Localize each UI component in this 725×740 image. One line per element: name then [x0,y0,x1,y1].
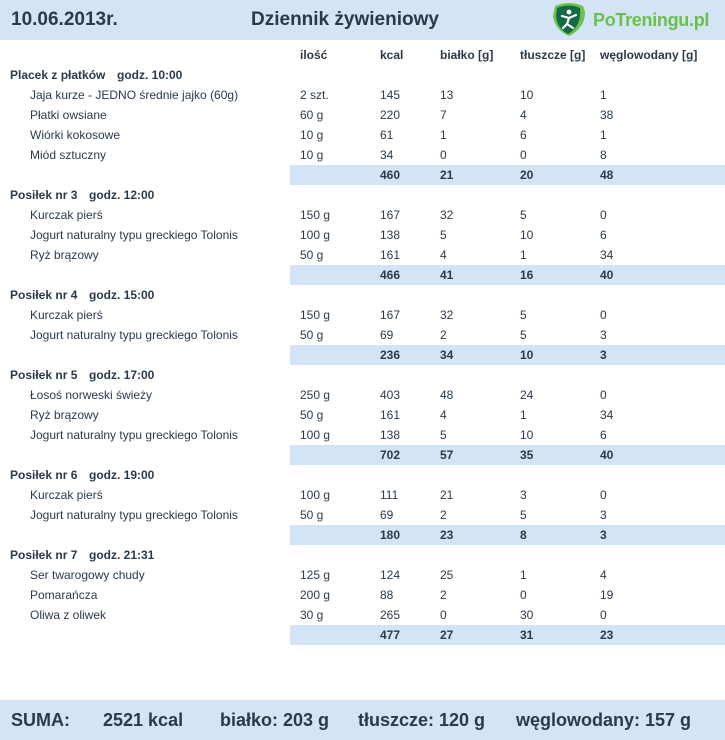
food-carbs: 0 [600,388,607,402]
total-band [290,345,725,365]
food-fat: 1 [520,248,527,262]
food-fat: 30 [520,608,534,622]
food-carbs: 1 [600,88,607,102]
logo[interactable] [549,2,709,38]
food-name: Oliwa z oliwek [30,608,107,622]
table-row [0,205,725,225]
meal-header [0,465,725,485]
food-fat: 10 [520,228,534,242]
total-protein: 27 [440,628,454,642]
food-carbs: 8 [600,148,607,162]
food-fat: 5 [520,328,527,342]
meal-time: godz. 12:00 [89,188,155,202]
food-quantity: 125 g [300,568,331,582]
total-protein: 23 [440,528,454,542]
total-fat: 20 [520,168,534,182]
meal-time: godz. 15:00 [89,288,155,302]
food-name: Jogurt naturalny typu greckiego Tolonis [30,228,238,242]
food-protein: 1 [440,128,447,142]
food-quantity: 50 g [300,328,324,342]
food-fat: 10 [520,88,534,102]
food-quantity: 50 g [300,408,324,422]
food-kcal: 167 [380,308,401,322]
meal-name: Posiłek nr 4 [10,288,78,302]
food-kcal: 145 [380,88,401,102]
food-quantity: 10 g [300,128,324,142]
total-kcal: 466 [380,268,401,282]
meal-name: Posiłek nr 7 [10,548,78,562]
total-kcal: 477 [380,628,401,642]
food-name: Jogurt naturalny typu greckiego Tolonis [30,508,238,522]
food-protein: 13 [440,88,454,102]
meal-name: Posiłek nr 3 [10,188,78,202]
meal-name: Posiłek nr 6 [10,468,78,482]
meal-total-row [0,525,725,545]
food-protein: 2 [440,588,447,602]
food-kcal: 69 [380,508,394,522]
food-quantity: 50 g [300,248,324,262]
total-fat: 8 [520,528,527,542]
food-protein: 5 [440,428,447,442]
column-headers [0,45,725,65]
food-carbs: 19 [600,588,614,602]
food-quantity: 50 g [300,508,324,522]
column-header-protein: białko [g] [440,48,494,62]
food-quantity: 150 g [300,208,331,222]
summary-carbs: węglowodany: 157 g [516,710,692,730]
food-carbs: 3 [600,328,607,342]
food-kcal: 69 [380,328,394,342]
meal-total-row [0,345,725,365]
header-bar [0,0,725,40]
table-row [0,105,725,125]
food-quantity: 100 g [300,488,331,502]
total-band [290,625,725,645]
table-row [0,585,725,605]
food-kcal: 161 [380,408,401,422]
food-kcal: 138 [380,428,401,442]
food-fat: 4 [520,108,527,122]
food-fat: 24 [520,388,534,402]
food-name: Jogurt naturalny typu greckiego Tolonis [30,428,238,442]
logo-text: PoTreningu.pl [593,9,710,30]
food-name: Kurczak pierś [30,488,103,502]
food-carbs: 0 [600,208,607,222]
meal-total-row [0,265,725,285]
food-fat: 1 [520,408,527,422]
table-row [0,405,725,425]
food-kcal: 265 [380,608,401,622]
meal-header [0,65,725,85]
table-row [0,485,725,505]
meal-name: Placek z płatków [10,68,106,82]
food-protein: 4 [440,408,447,422]
total-kcal: 180 [380,528,401,542]
table-row [0,305,725,325]
food-quantity: 150 g [300,308,331,322]
food-quantity: 30 g [300,608,324,622]
table-row [0,125,725,145]
food-protein: 0 [440,148,447,162]
food-name: Łosoś norweski świeży [30,388,153,402]
food-quantity: 60 g [300,108,324,122]
total-fat: 31 [520,628,534,642]
food-fat: 5 [520,308,527,322]
food-protein: 2 [440,328,447,342]
food-name: Ryż brązowy [30,408,99,422]
food-quantity: 2 szt. [300,88,329,102]
summary-protein: białko: 203 g [220,710,330,730]
column-header-fat: tłuszcze [g] [520,48,586,62]
total-band [290,265,725,285]
total-band [290,165,725,185]
food-fat: 5 [520,508,527,522]
food-kcal: 124 [380,568,401,582]
food-kcal: 161 [380,248,401,262]
table-row [0,85,725,105]
meal-header [0,365,725,385]
food-name: Kurczak pierś [30,208,103,222]
food-name: Pomarańcza [30,588,98,602]
total-fat: 35 [520,448,534,462]
food-fat: 0 [520,588,527,602]
table-row [0,245,725,265]
food-name: Miód sztuczny [30,148,107,162]
diary-date: 10.06.2013r. [11,9,118,30]
food-carbs: 4 [600,568,607,582]
column-header-quantity: ilość [300,48,328,62]
food-kcal: 111 [380,488,399,502]
food-name: Ryż brązowy [30,248,99,262]
logo-shield-icon [549,2,589,38]
meal-time: godz. 17:00 [89,368,155,382]
table-row [0,145,725,165]
food-kcal: 34 [380,148,394,162]
food-kcal: 220 [380,108,401,122]
food-name: Jogurt naturalny typu greckiego Tolonis [30,328,238,342]
meal-name: Posiłek nr 5 [10,368,78,382]
food-kcal: 138 [380,228,401,242]
food-quantity: 100 g [300,428,331,442]
table-row [0,505,725,525]
meal-header [0,185,725,205]
food-protein: 5 [440,228,447,242]
food-carbs: 0 [600,488,607,502]
total-protein: 57 [440,448,454,462]
meal-total-row [0,165,725,185]
food-fat: 1 [520,568,527,582]
total-kcal: 236 [380,348,401,362]
table-row [0,385,725,405]
food-carbs: 0 [600,308,607,322]
column-header-kcal: kcal [380,48,404,62]
food-diary-table [0,45,725,645]
total-carbs: 48 [600,168,614,182]
total-protein: 41 [440,268,454,282]
summary-kcal: 2521 kcal [103,710,184,730]
total-protein: 34 [440,348,454,362]
food-kcal: 88 [380,588,394,602]
total-fat: 16 [520,268,534,282]
summary-bar [0,700,725,740]
food-fat: 6 [520,128,527,142]
summary-fat: tłuszcze: 120 g [358,710,486,730]
meal-total-row [0,625,725,645]
food-carbs: 0 [600,608,607,622]
food-quantity: 200 g [300,588,331,602]
food-carbs: 3 [600,508,607,522]
total-kcal: 460 [380,168,401,182]
food-protein: 7 [440,108,447,122]
food-kcal: 167 [380,208,401,222]
table-row [0,565,725,585]
column-header-carbs: węglowodany [g] [600,48,698,62]
meal-time: godz. 21:31 [89,548,155,562]
food-protein: 32 [440,308,454,322]
total-fat: 10 [520,348,534,362]
total-protein: 21 [440,168,454,182]
total-carbs: 3 [600,528,607,542]
food-name: Kurczak pierś [30,308,103,322]
food-fat: 3 [520,488,527,502]
food-carbs: 34 [600,248,614,262]
food-carbs: 1 [600,128,607,142]
meal-time: godz. 19:00 [89,468,155,482]
total-kcal: 702 [380,448,401,462]
food-protein: 48 [440,388,454,402]
food-name: Płatki owsiane [30,108,107,122]
total-band [290,445,725,465]
food-protein: 2 [440,508,447,522]
food-carbs: 38 [600,108,614,122]
meal-total-row [0,445,725,465]
food-protein: 4 [440,248,447,262]
meal-header [0,545,725,565]
food-carbs: 6 [600,428,607,442]
summary-label: SUMA: [11,710,70,730]
food-protein: 32 [440,208,454,222]
table-row [0,325,725,345]
meal-header [0,285,725,305]
total-carbs: 40 [600,448,614,462]
total-carbs: 40 [600,268,614,282]
food-name: Wiórki kokosowe [30,128,121,142]
food-protein: 0 [440,608,447,622]
food-kcal: 403 [380,388,401,402]
table-row [0,225,725,245]
food-protein: 21 [440,488,454,502]
food-quantity: 250 g [300,388,331,402]
food-quantity: 100 g [300,228,331,242]
food-fat: 5 [520,208,527,222]
food-carbs: 34 [600,408,614,422]
food-quantity: 10 g [300,148,324,162]
total-band [290,525,725,545]
table-row [0,425,725,445]
meal-time: godz. 10:00 [117,68,183,82]
food-fat: 10 [520,428,534,442]
food-protein: 25 [440,568,454,582]
food-name: Jaja kurze - JEDNO średnie jajko (60g) [30,88,239,102]
table-row [0,605,725,625]
total-carbs: 23 [600,628,614,642]
food-fat: 0 [520,148,527,162]
food-kcal: 61 [380,128,394,142]
food-name: Ser twarogowy chudy [30,568,145,582]
page-title: Dziennik żywieniowy [251,9,439,30]
total-carbs: 3 [600,348,607,362]
food-carbs: 6 [600,228,607,242]
